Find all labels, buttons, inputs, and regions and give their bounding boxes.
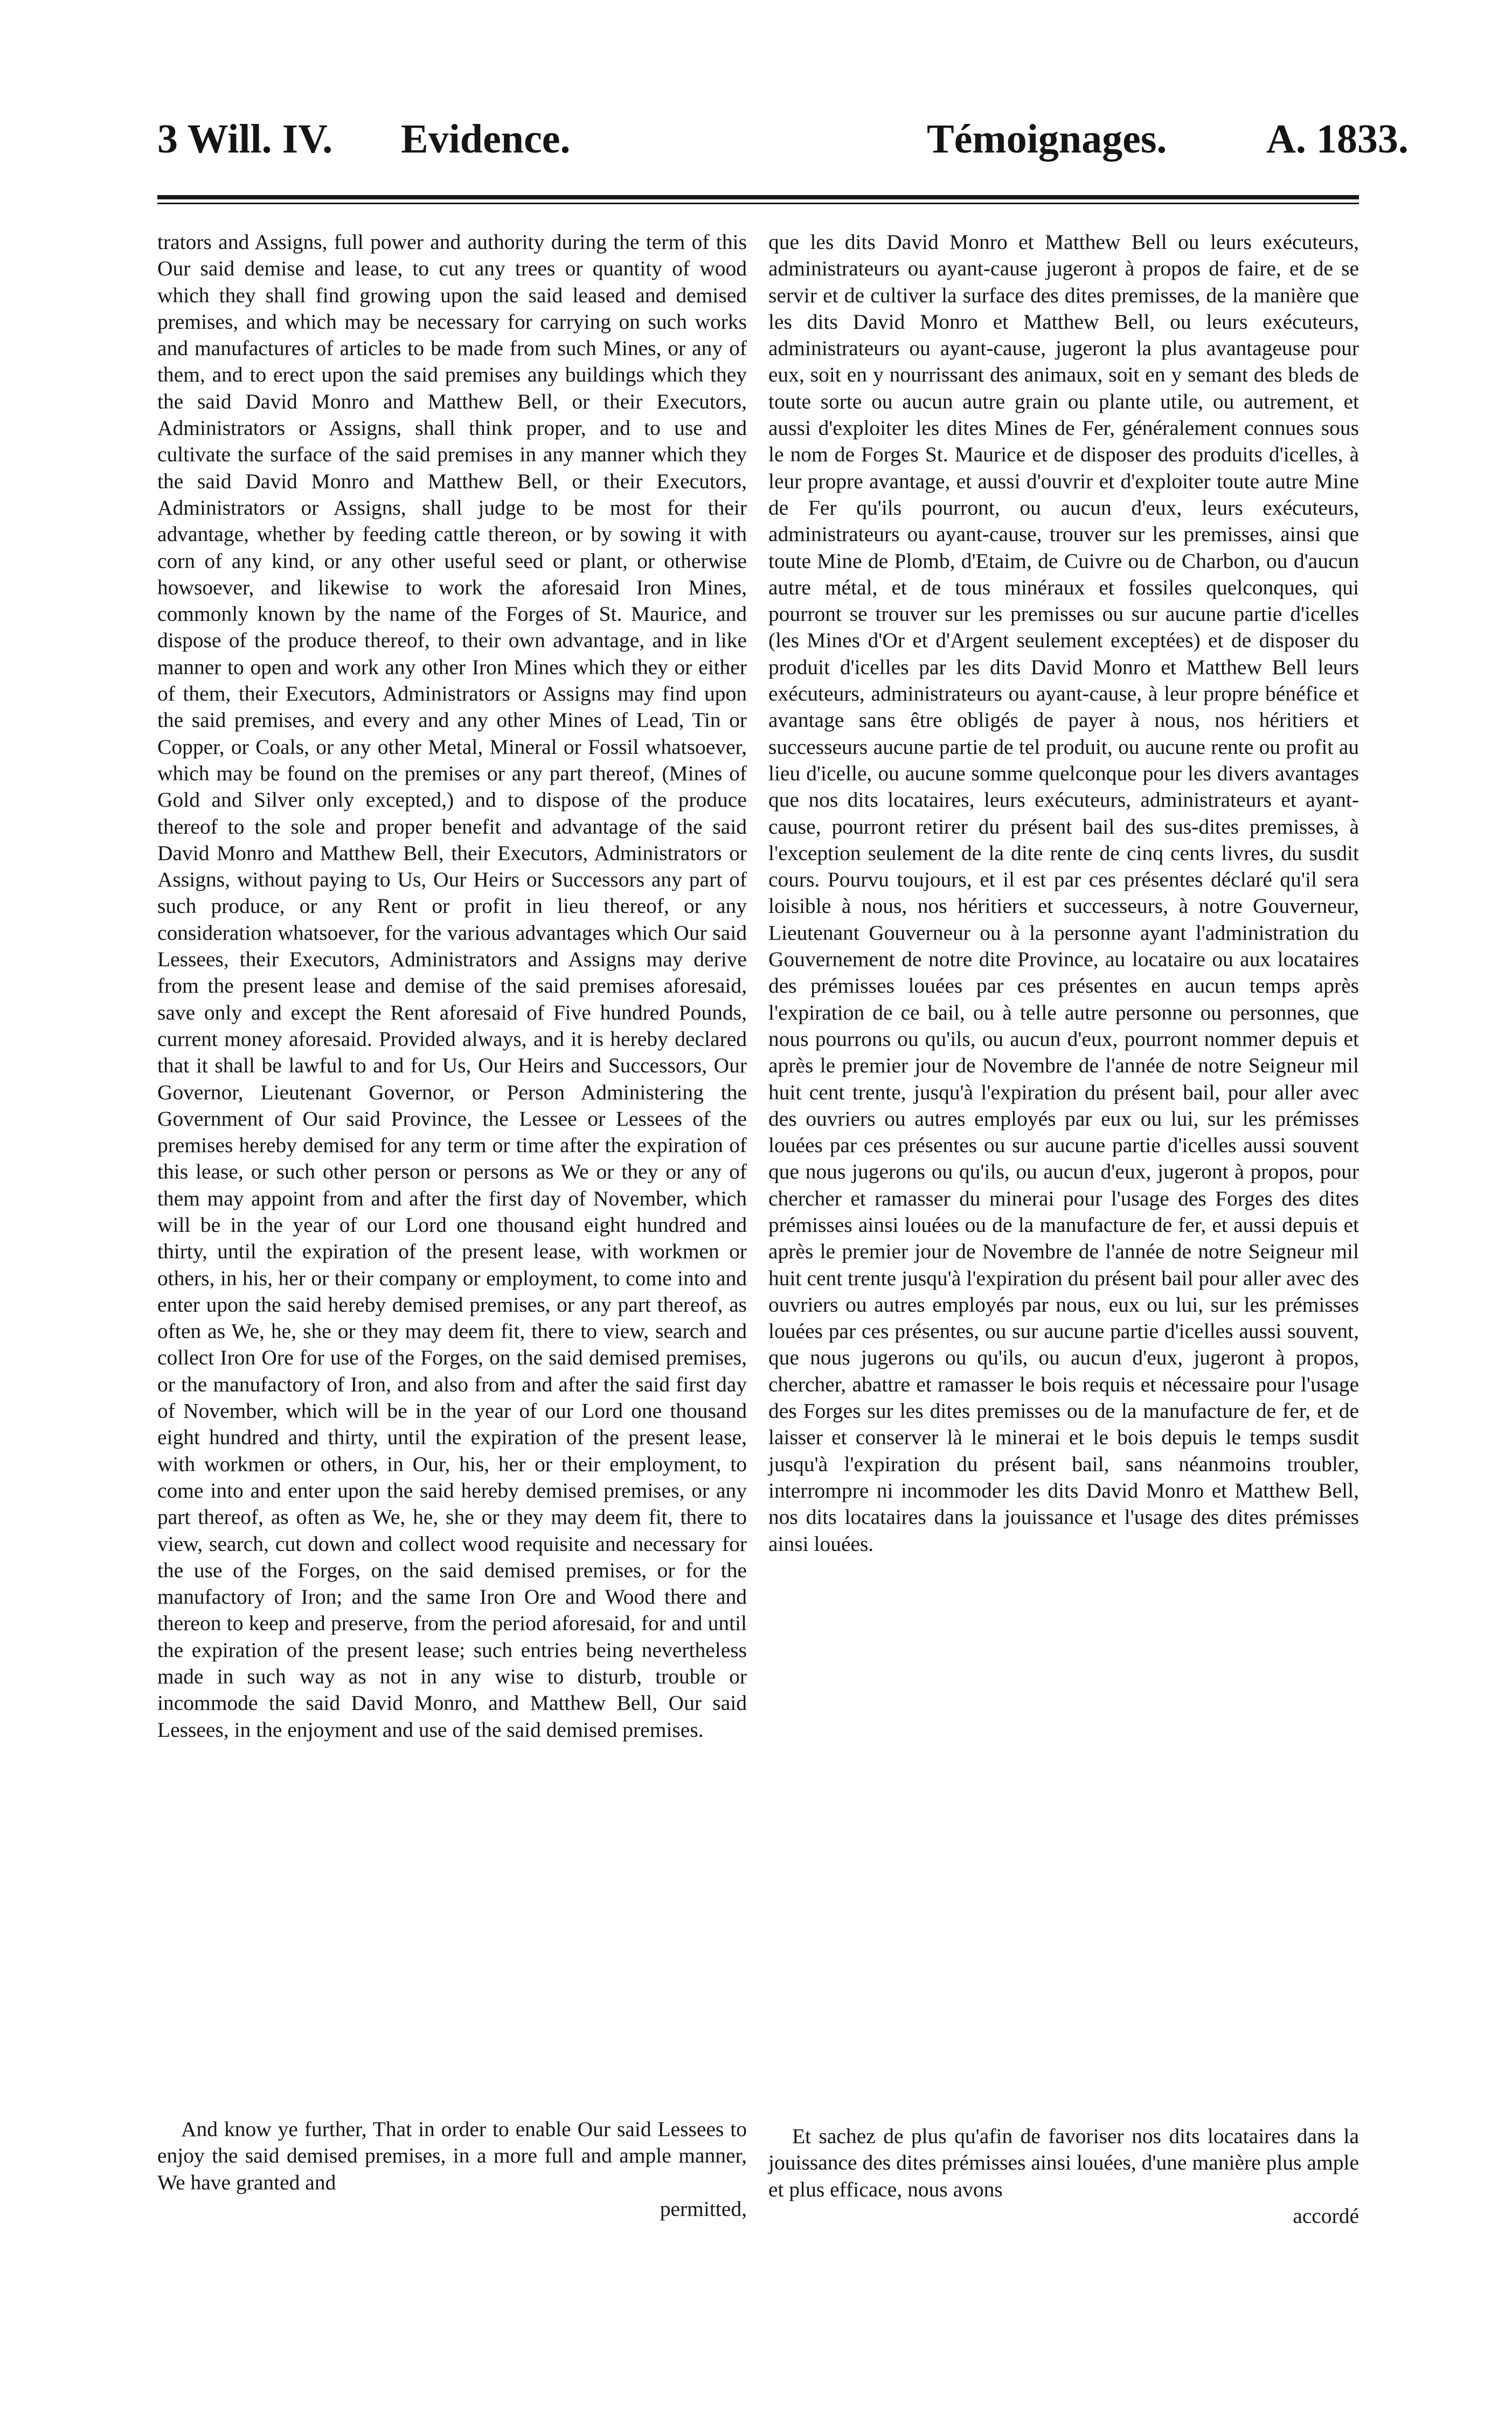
header-rule-thin bbox=[157, 203, 1359, 204]
session-reference: 3 Will. IV. bbox=[157, 116, 333, 162]
english-final-paragraph bbox=[157, 2116, 747, 2222]
english-column bbox=[157, 229, 747, 1743]
english-body-paragraph: trators and Assigns, full power and authority during the term of this Our said demise and lease, to cut any trees or quantity of wood which they shall find growing upon the said leased and demised premises, and which may be necessary for carrying on such works and manufactures of articles to be made from such Mines, or any of them, and to erect upon the said premises any buildings which they the said David Monro and Matthew Bell, or their Executors, Administrators or Assigns, shall think proper, and to use and cultivate the surface of the said premises in any manner which they the said David Monro and Matthew Bell, or their Executors, Administrators or Assigns, shall judge to be most for their advantage, whether by feeding cattle thereon, or by sowing it with corn of any kind, or any other useful seed or plant, or otherwise howsoever, and likewise to work the aforesaid Iron Mines, commonly known by the name of the Forges of St. Maurice, and dispose of the produce thereof, to their own advantage, and in like manner to open and work any other Iron Mines which they or either of them, their Executors, Administrators or Assigns may find upon the said premises, and every and any other Mines of Lead, Tin or Copper, or Coals, or any other Metal, Mineral or Fossil whatsoever, which may be found on the premises or any part thereof, (Mines of Gold and Silver only excepted,) and to dispose of the produce thereof to the sole and proper benefit and advantage of the said David Monro and Matthew Bell, their Executors, Administrators or Assigns, without paying to Us, Our Heirs or Successors any part of such produce, or any Rent or profit in lieu thereof, or any consideration whatsoever, for the various advantages which Our said Lessees, their Executors, Administrators and Assigns may derive from the present lease and demise of the said premises aforesaid, save only and except the Rent aforesaid of Five hundred Pounds, current money aforesaid. Provided always, and it is hereby declared that it shall be lawful to and for Us, Our Heirs and Successors, Our Governor, Lieutenant Governor, or Person Administering the Government of Our said Province, the Lessee or Lessees of the premises hereby demised for any term or time after the expiration of this lease, or such other person or persons as We or they or any of them may appoint from and after the first day of November, which will be in the year of our Lord one thousand eight hundred and thirty, until the expiration of the present lease, with workmen or others, in his, her or their company or employment, to come into and enter upon the said hereby demised premises, or any part thereof, as often as We, he, she or they may deem fit, there to view, search and collect Iron Ore for use of the Forges, on the said demised premises, or the manufactory of Iron, and also from and after the said first day of November, which will be in the year of our Lord one thousand eight hundred and thirty, until the expiration of the present lease, with workmen or others, in Our, his, her or their employment, to come into and enter upon the said hereby demised premises, or any part thereof, as often as We, he, she or they may deem fit, there to view, search, cut down and collect wood requisite and necessary for the use of the Forges, on the said demised premises, or for the manufactory of Iron; and the same Iron Ore and Wood there and thereon to keep and preserve, from the period aforesaid, for and until the expiration of the present lease; such entries being nevertheless made in such way as not in any wise to disturb, trouble or incommode the said David Monro, and Matthew Bell, Our said Lessees, in the enjoyment and use of the said demised premises. bbox=[157, 230, 747, 1742]
header-year: A. 1833. bbox=[1266, 116, 1409, 162]
english-catchword: permitted, bbox=[660, 2196, 747, 2221]
header-title-french: Témoignages. bbox=[927, 116, 1167, 162]
french-body-paragraph: que les dits David Monro et Matthew Bell ou leurs exécuteurs, administrateurs ou ayant-cause jugeront à propos de faire, et de se servir et de cultiver la surface des dites premisses, de la manière que les dits David Monro et Matthew Bell, ou leurs exécuteurs, administrateurs ou ayant-cause, jugeront la plus avantageuse pour eux, soit en y nourrissant des animaux, soit en y semant des bleds de toute sorte ou aucun autre grain ou plante utile, ou autrement, et aussi d'exploiter les dites Mines de Fer, généralement connues sous le nom de Forges St. Maurice et de disposer des produits d'icelles, à leur propre avantage, et aussi d'ouvrir et d'exploiter toute autre Mine de Fer qu'ils pourront, ou aucun d'eux, leurs exécuteurs, administrateurs ou ayant-cause, trouver sur les premisses, ainsi que toute Mine de Plomb, d'Etaim, de Cuivre ou de Charbon, ou d'aucun autre métal, et de tous minéraux et fossiles quelconques, qui pourront se trouver sur les premisses ou sur aucune partie d'icelles (les Mines d'Or et d'Argent seulement exceptées) et de disposer du produit d'icelles par les dits David Monro et Matthew Bell leurs exécuteurs, administrateurs ou ayant-cause, à leur propre bénéfice et avantage sans être obligés de payer à nous, nos héritiers et successeurs aucune partie de tel produit, ou aucune rente ou profit au lieu d'icelle, ou aucune somme quelconque pour les divers avantages que nos dits locataires, leurs exécuteurs, administrateurs et ayant-cause, pourront retirer du présent bail des sus-dites premisses, à l'exception seulement de la dite rente de cinq cents livres, du susdit cours. Pourvu toujours, et il est par ces présentes déclaré qu'il sera loisible à nous, nos héritiers et successeurs, à notre Gouverneur, Lieutenant Gouverneur ou à la personne ayant l'administration du Gouvernement de notre dite Province, au locataire ou aux locataires des prémisses louées par ces présentes en aucun temps après l'expiration de ce bail, ou à telle autre personne ou personnes, que nous pourrons ou qu'ils, ou aucun d'eux, pourront nommer depuis et après le premier jour de Novembre de l'année de notre Seigneur mil huit cent trente, jusqu'à l'expiration du présent bail, pour aller avec des ouvriers ou autres employés par eux ou lui, sur les prémisses louées par ces présentes ou sur aucune partie d'icelles aussi souvent que nous jugerons ou qu'ils, ou aucun d'eux, jugeront à propos, pour chercher et ramasser du minerai pour l'usage des Forges des dites prémisses ainsi louées ou de la manufacture de fer, et aussi depuis et après le premier jour de Novembre de l'année de notre Seigneur mil huit cent trente jusqu'à l'expiration du présent bail pour aller avec des ouvriers ou autres employés par nous, eux ou lui, sur les prémisses louées par ces présentes, ou sur aucune partie d'icelles aussi souvent, que nous jugerons ou qu'ils, ou aucun d'eux, jugeront à propos, chercher, abattre et ramasser le bois requis et nécessaire pour l'usage des Forges sur les dites premisses ou de la manufacture de fer, et de laisser et conserver là le minerai et le bois depuis le temps susdit jusqu'à l'expiration du présent bail, sans néanmoins troubler, interrompre ni incommoder les dits David Monro et Matthew Bell, nos dits locataires dans la jouissance et l'usage des dites prémisses ainsi louées. bbox=[768, 230, 1359, 1556]
french-catchword: accordé bbox=[1293, 2203, 1359, 2228]
french-final-paragraph bbox=[768, 2123, 1359, 2229]
page-header bbox=[0, 0, 1512, 183]
french-final-text: Et sachez de plus qu'afin de favoriser nos dits locataires dans la jouissance des dites prémisses ainsi louées, d'une manière plus ample et plus efficace, nous avons bbox=[768, 2124, 1359, 2201]
header-rule-thick bbox=[157, 195, 1359, 199]
french-column bbox=[768, 229, 1359, 1557]
header-title-english: Evidence. bbox=[401, 116, 571, 162]
english-final-text: And know ye further, That in order to enable Our said Lessees to enjoy the said demised premises, in a more full and ample manner, We have granted and bbox=[157, 2117, 747, 2194]
